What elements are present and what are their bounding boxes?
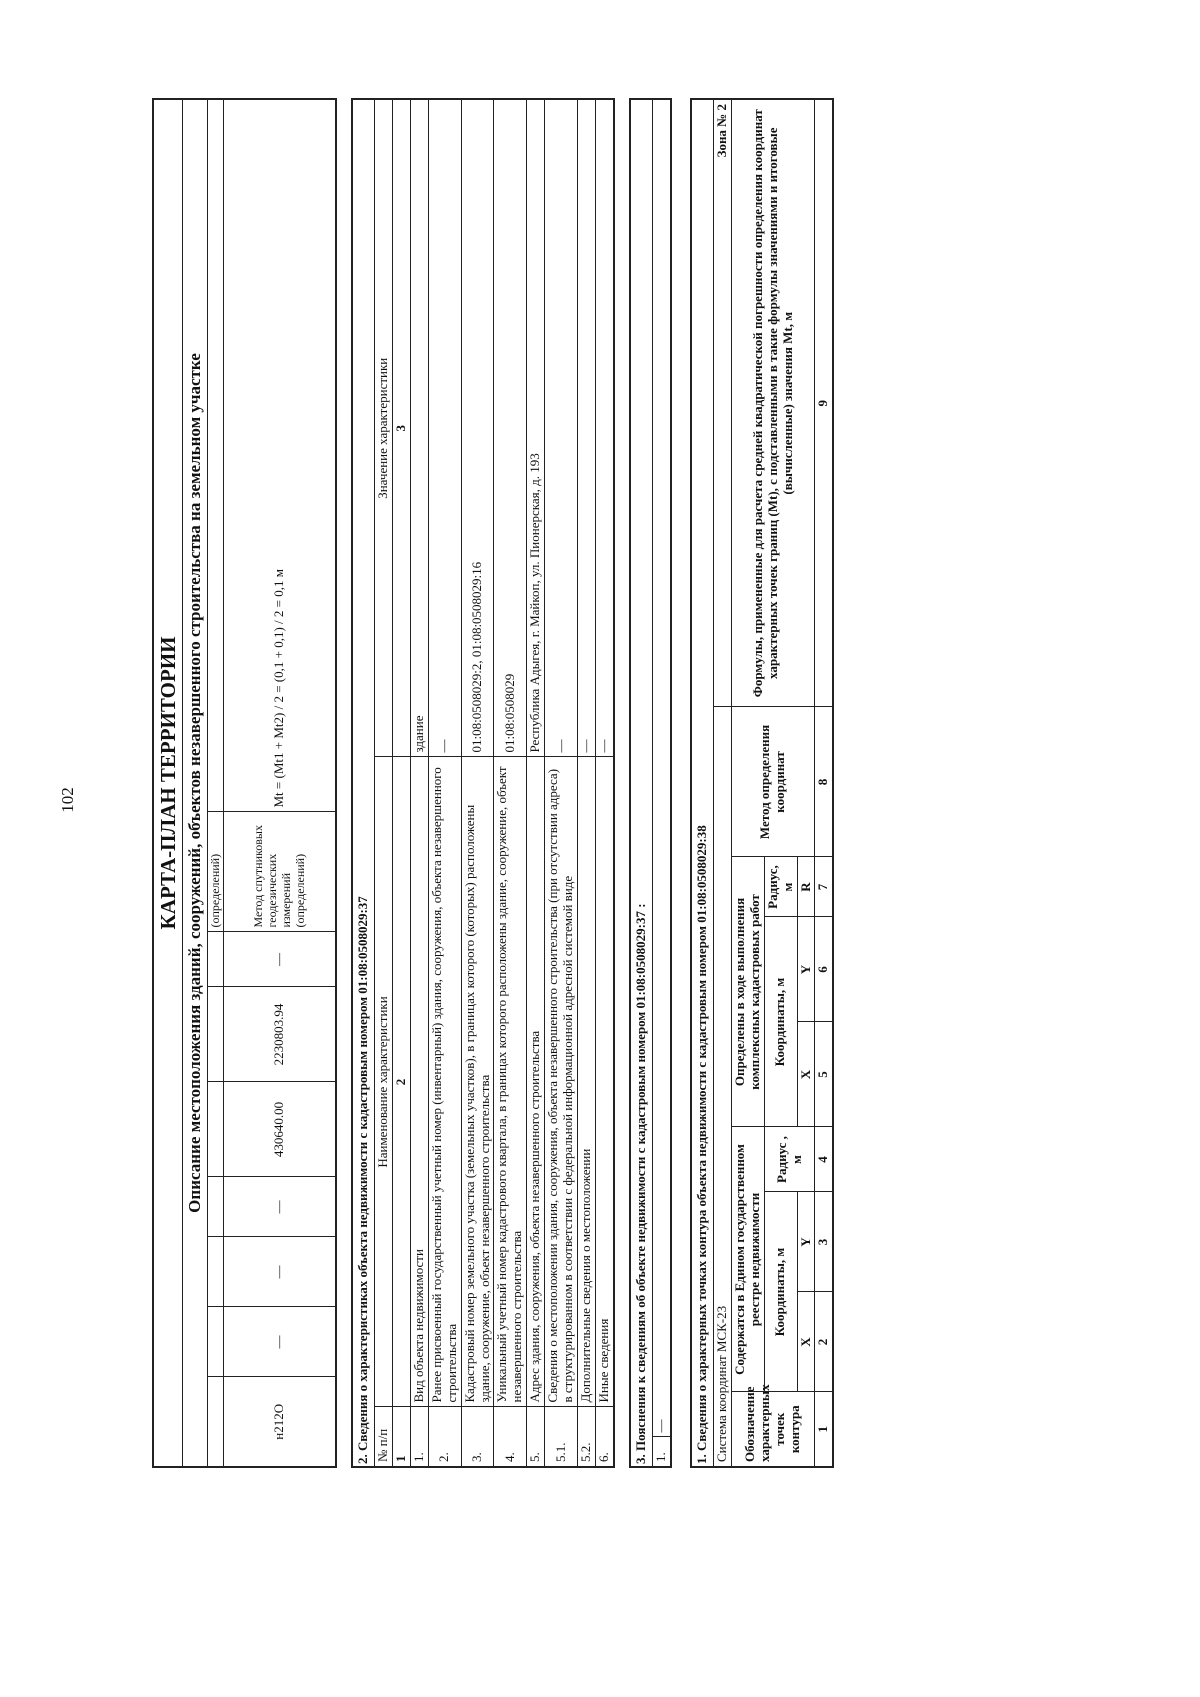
cell-dash: — [224,932,336,987]
col-header-x: X [797,1022,815,1127]
row-text: — [652,99,670,1437]
page-number: 102 [58,787,77,813]
row-value: здание [410,99,428,757]
table-row [527,99,545,1467]
col-number: 8 [815,707,833,857]
cell-dash: — [224,1307,336,1377]
table-row [410,99,428,1467]
table-row [428,99,461,1467]
col-header-x: X [797,1292,815,1392]
row-name: Уникальный учетный номер кадастрового квартала, в границах которого расположены здание, сооружение, объект незавершенного строительства [494,757,527,1407]
cell-dash: — [224,1177,336,1237]
row-value: 01:08:0508029 [494,99,527,757]
formula-cell: Mt = (Mt1 + Mt2) / 2 = (0,1 + 0,1) / 2 = 0,1 м [224,99,336,812]
col-header-egrn: Содержатся в Едином государственном реестре недвижимости [731,1127,764,1392]
col-header-value: Значение характеристики [374,99,392,757]
method-header-fragment: (определений) [207,812,224,932]
row-num: 2. [428,1407,461,1467]
rotated-sheet [152,98,930,1468]
point-name: н212О [224,1377,336,1467]
row-name: Ранее присвоенный государственный учетный номер (инвентарный) здания, сооружения, объекта незавершенного строительства [428,757,461,1407]
section3-table [629,98,672,1468]
table-row [596,99,614,1467]
header-table [152,98,337,1468]
cell-dash: — [224,1237,336,1307]
col-number: 3 [815,1192,833,1292]
row-num: 6. [596,1407,614,1467]
row-num: 1. [410,1407,428,1467]
col-number: 1 [392,1407,410,1467]
row-num: 5.2. [578,1407,596,1467]
section1-table [690,98,835,1468]
row-num: 5. [527,1407,545,1467]
row-num: 5.1. [545,1407,578,1467]
row-name: Вид объекта недвижимости [410,757,428,1407]
row-value: Республика Адыгея, г. Майкоп, ул. Пионерская, д. 193 [527,99,545,757]
col-header-method: Метод определения координат [731,707,815,857]
col-number: 5 [815,1022,833,1127]
coord-x: 430640.00 [224,1082,336,1177]
col-header-num: № п/п [374,1407,392,1467]
table-row [494,99,527,1467]
col-header-formula: Формулы, примененные для расчета средней квадратической погрешности определения координат характерных точек границ (Mt), с подставленными в такие формулы значениями и итоговые (вычисленные) значения Mt, м [731,99,815,707]
section2-heading: 2. Сведения о характеристиках объекта недвижимости с кадастровым номером 01:08:0508029:37 [354,896,370,1464]
col-header-y: Y [797,1192,815,1292]
method-cell: Метод спутниковых геодезических измерений (определений) [224,812,336,932]
row-value: — [596,99,614,757]
section2-table [351,98,615,1468]
col-header-coords: Координаты, м [764,1192,797,1392]
row-name: Сведения о местоположении здания, сооружения, объекта незавершенного строительства (при отсутствии адреса) в структурированном в соответствии с федеральной информационной адресной системой виде [545,757,578,1407]
section3-heading: 3. Пояснения к сведениям об объекте недвижимости с кадастровым номером 01:08:0508029:37 : [633,903,649,1464]
row-value: — [428,99,461,757]
col-number: 2 [815,1292,833,1392]
col-header-point: Обозначение характерных точек контура [731,1392,815,1467]
row-value: — [578,99,596,757]
table-row [652,99,670,1467]
col-number: 3 [392,99,410,757]
col-header-name: Наименование характеристики [374,757,392,1407]
row-num: 3. [461,1407,494,1467]
row-name: Адрес здания, сооружения, объекта незавершенного строительства [527,757,545,1407]
col-number: 1 [815,1392,833,1467]
coord-row [224,99,336,1467]
col-number: 9 [815,99,833,707]
table-row [545,99,578,1467]
page-subtitle: Описание местоположения зданий, сооружений, объектов незавершенного строительства на земельном участке [183,99,208,1467]
col-header-radius: Радиус , м [764,1127,815,1192]
row-value: 01:08:0508029:2, 01:08:0508029:16 [461,99,494,757]
row-value: — [545,99,578,757]
section1-heading: 1. Сведения о характерных точках контура объекта недвижимости с кадастровым номером 01:08:0508029:38 [693,825,709,1464]
row-name: Кадастровый номер земельного участка (земельных участков), в границах которого (которых) расположены здание, сооружение, объект незавершенного строительства [461,757,494,1407]
col-header-coords: Координаты, м [764,917,797,1127]
col-header-r: R [797,857,815,917]
row-num: 1. [652,1437,670,1467]
col-number: 4 [815,1127,833,1192]
row-name: Иные сведения [596,757,614,1407]
table-row [461,99,494,1467]
col-header-complex: Определены в ходе выполнения комплексных кадастровых работ [731,857,764,1127]
row-name: Дополнительные сведения о местоположении [578,757,596,1407]
col-header-y: Y [797,917,815,1022]
page-title: КАРТА-ПЛАН ТЕРРИТОРИИ [153,99,183,1467]
coord-y: 2230803.94 [224,987,336,1082]
coord-system: Система координат МСК-23 [713,707,731,1467]
zone-label: Зона № 2 [713,99,731,707]
table-row [578,99,596,1467]
col-number: 7 [815,857,833,917]
col-header-radius: Радиус, м [764,857,797,917]
col-number: 6 [815,917,833,1022]
col-number: 2 [392,757,410,1407]
row-num: 4. [494,1407,527,1467]
